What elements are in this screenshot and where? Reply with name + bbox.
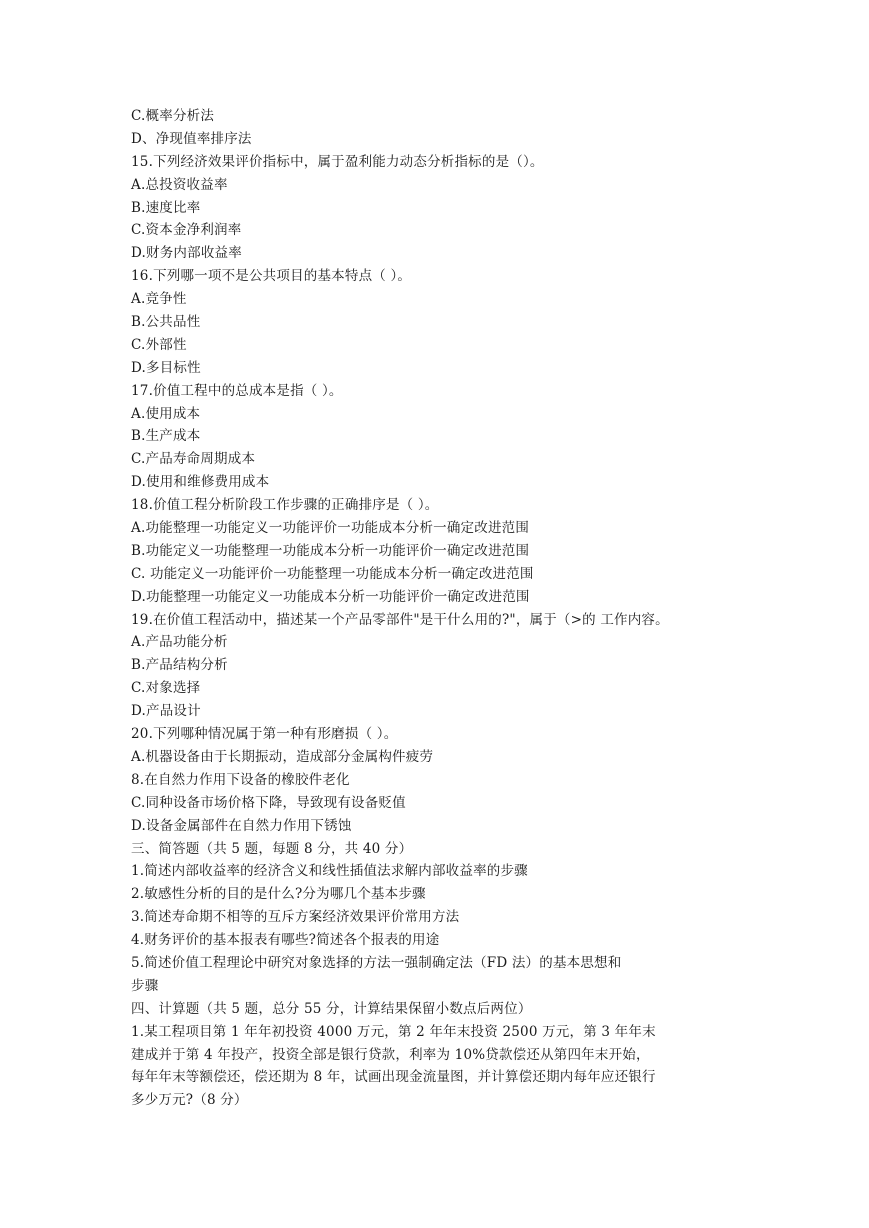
option-b: B.功能定义一功能整理一功能成本分析一功能评价一确定改进范围 [131,542,530,559]
option-d: D.财务内部收益率 [131,245,242,262]
option-c: C.外部性 [131,336,187,353]
calculation-1-continued: 建成并于第 4 年投产，投资全部是银行贷款，利率为 10%贷款偿还从第四年末开始， [131,1046,650,1063]
short-answer-3: 3.简述寿命期不相等的互斥方案经济效果评价常用方法 [131,909,460,926]
question-15: 15.下列经济效果评价指标中，属于盈利能力动态分析指标的是（）。 [131,153,544,170]
option-c: C.资本金净利润率 [131,222,242,239]
short-answer-2: 2.敏感性分析的目的是什么?分为哪几个基本步骤 [131,886,426,903]
option-d: D、净现值率排序法 [131,130,252,147]
option-d: D.多目标性 [131,359,201,376]
document-page [131,105,771,1112]
calculation-1: 1.某工程项目第 1 年年初投资 4000 万元，第 2 年年末投资 2500 万元，第 3 年年末 [131,1023,656,1040]
option-b: B.速度比率 [131,199,201,216]
option-c: C.概率分析法 [131,108,215,124]
option-b: 8.在自然力作用下设备的橡胶件老化 [131,771,350,788]
option-d: D.产品设计 [131,703,201,720]
option-b: B.生产成本 [131,428,201,445]
short-answer-5-continued: 步骤 [131,977,159,994]
question-19: 19.在价值工程活动中，描述某一个产品零部件"是干什么用的?"，属于（>的 工作内容。 [131,611,669,628]
option-c: C.产品寿命周期成本 [131,451,256,468]
short-answer-5: 5.简述价值工程理论中研究对象选择的方法一强制确定法（FD 法）的基本思想和 [131,954,622,971]
option-d: D.设备金属部件在自然力作用下锈蚀 [131,817,352,834]
short-answer-4: 4.财务评价的基本报表有哪些?简述各个报表的用途 [131,932,440,949]
option-a: A.总投资收益率 [131,176,228,193]
question-17: 17.价值工程中的总成本是指（ ）。 [131,382,343,399]
option-d: D.使用和维修费用成本 [131,474,270,491]
short-answer-1: 1.简述内部收益率的经济含义和线性插值法求解内部收益率的步骤 [131,863,528,880]
option-a: A.机器设备由于长期振动，造成部分金属构件疲劳 [131,748,434,765]
question-18: 18.价值工程分析阶段工作步骤的正确排序是（ ）。 [131,497,439,514]
option-c: C. 功能定义一功能评价一功能整理一功能成本分析一确定改进范围 [131,565,534,582]
section-heading-short-answer: 三、简答题（共 5 题，每题 8 分，共 40 分） [131,840,413,857]
question-16: 16.下列哪一项不是公共项目的基本特点（ ）。 [131,268,412,285]
option-d: D.功能整理一功能定义一功能成本分析一功能评价一确定改进范围 [131,588,530,605]
option-a: A.产品功能分析 [131,634,228,651]
option-b: B.产品结构分析 [131,657,228,674]
option-a: A.使用成本 [131,405,201,422]
calculation-1-continued: 多少万元?（8 分） [131,1092,248,1109]
option-a: A.竞争性 [131,291,187,308]
calculation-1-continued: 每年年末等额偿还，偿还期为 8 年，试画出现金流量图，并计算偿还期内每年应还银行 [131,1069,656,1086]
section-heading-calculation: 四、计算题（共 5 题，总分 55 分，计算结果保留小数点后两位） [131,1000,532,1017]
option-b: B.公共品性 [131,314,201,331]
option-c: C.同种设备市场价格下降，导致现有设备贬值 [131,794,406,811]
option-c: C.对象选择 [131,680,201,697]
question-20: 20.下列哪种情况属于第一种有形磨损（ ）。 [131,726,398,743]
option-a: A.功能整理一功能定义一功能评价一功能成本分析一确定改进范围 [131,520,530,537]
